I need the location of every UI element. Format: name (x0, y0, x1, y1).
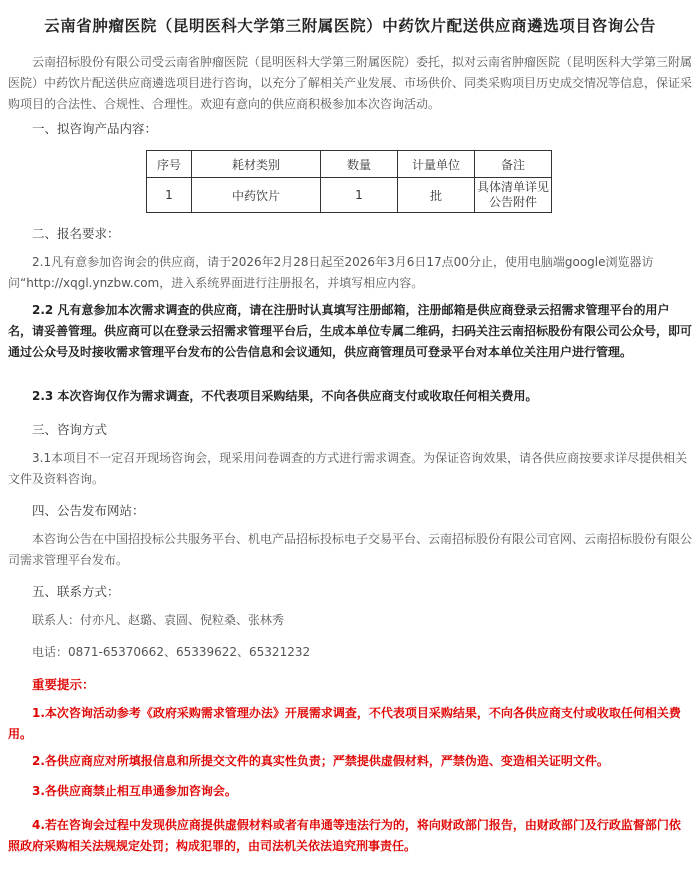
section1-heading: 一、拟咨询产品内容： (32, 121, 158, 136)
notice-item-1: 1.本次咨询活动参考《政府采购需求管理办法》开展需求调查，不代表项目采购结果，不向各供应商支付或收取任何相关费用。 (8, 706, 681, 741)
section4-heading: 四、公告发布网站： (32, 503, 145, 518)
table-header-row (147, 151, 552, 178)
notice-item-4: 4.若在咨询会过程中发现供应商提供虚假材料或者有串通等违法行为的，将向财政部门报告，由财政部门及行政监督部门依照政府采购相关法规规定处罚；构成犯罪的，由司法机关依法追究刑事责任。 (8, 818, 681, 853)
cell-no: 1 (147, 178, 192, 213)
notice-heading: 重要提示： (32, 677, 95, 692)
table-row (147, 178, 552, 213)
notice-item-3: 3.各供应商禁止相互串通参加咨询会。 (32, 784, 237, 798)
header-no: 序号 (147, 151, 192, 178)
contact-names: 联系人：付亦凡、赵璐、袁圆、倪粒桑、张林秀 (32, 613, 285, 627)
section2-para2: 2.2 凡有意参加本次需求调查的供应商，请在注册时认真填写注册邮箱，注册邮箱是供应商登录云招需求管理平台的用户名，请妥善管理。供应商可以在登录云招需求管理平台后，生成本单位专属二维码，扫码关注云南招标股份有限公司公众号，即可通过公众号及时接收需求管理平台发布的公告信息和会议通知，供应商管理员可登录平台对本单位关注用户进行管理。 (8, 303, 693, 359)
section2-para1: 2.1凡有意参加咨询会的供应商，请于2026年2月28日起至2026年3月6日17点00分止，使用电脑端google浏览器访问“http://xqgl.ynzbw.com，进入系统界面进行注册报名，并填写相应内容。 (8, 255, 654, 290)
cell-remark (475, 178, 552, 213)
cell-unit: 批 (398, 178, 475, 213)
header-remark: 备注 (475, 151, 552, 178)
cell-qty: 1 (321, 178, 398, 213)
section4-para1: 本咨询公告在中国招投标公共服务平台、机电产品招标投标电子交易平台、云南招标股份有限公司官网、云南招标股份有限公司需求管理平台发布。 (8, 532, 693, 567)
section3-heading: 三、咨询方式 (32, 422, 108, 437)
section2-para3: 2.3 本次咨询仅作为需求调查，不代表项目采购结果，不向各供应商支付或收取任何相关费用。 (32, 389, 538, 403)
header-category: 耗材类别 (192, 151, 321, 178)
page-title: 云南省肿瘤医院（昆明医科大学第三附属医院）中药饮片配送供应商遴选项目咨询公告 (44, 17, 656, 35)
section3-para1: 3.1本项目不一定召开现场咨询会，现采用问卷调查的方式进行需求调查。为保证咨询效果，请各供应商按要求详尽提供相关文件及资料咨询。 (8, 451, 688, 486)
intro-paragraph: 云南招标股份有限公司受云南省肿瘤医院（昆明医科大学第三附属医院）委托，拟对云南省肿瘤医院（昆明医科大学第三附属医院）中药饮片配送供应商遴选项目进行咨询，以充分了解相关产业发展、市场供价、同类采购项目历史成交情况等信息，保证采购项目的合法性、合规性、合理性。欢迎有意向的供应商积极参加本次咨询活动。 (8, 55, 693, 111)
section5-heading: 五、联系方式： (32, 584, 120, 599)
contact-phone: 电话：0871-65370662、65339622、65321232 (32, 645, 311, 659)
remark-text: 具体清单详见公告附件 (476, 180, 549, 209)
header-qty: 数量 (321, 151, 398, 178)
section2-heading: 二、报名要求： (32, 226, 120, 241)
product-table (146, 150, 552, 213)
notice-item-2: 2.各供应商应对所填报信息和所提交文件的真实性负责；严禁提供虚假材料，严禁伪造、变造相关证明文件。 (32, 754, 609, 768)
header-unit: 计量单位 (398, 151, 475, 178)
cell-category: 中药饮片 (192, 178, 321, 213)
